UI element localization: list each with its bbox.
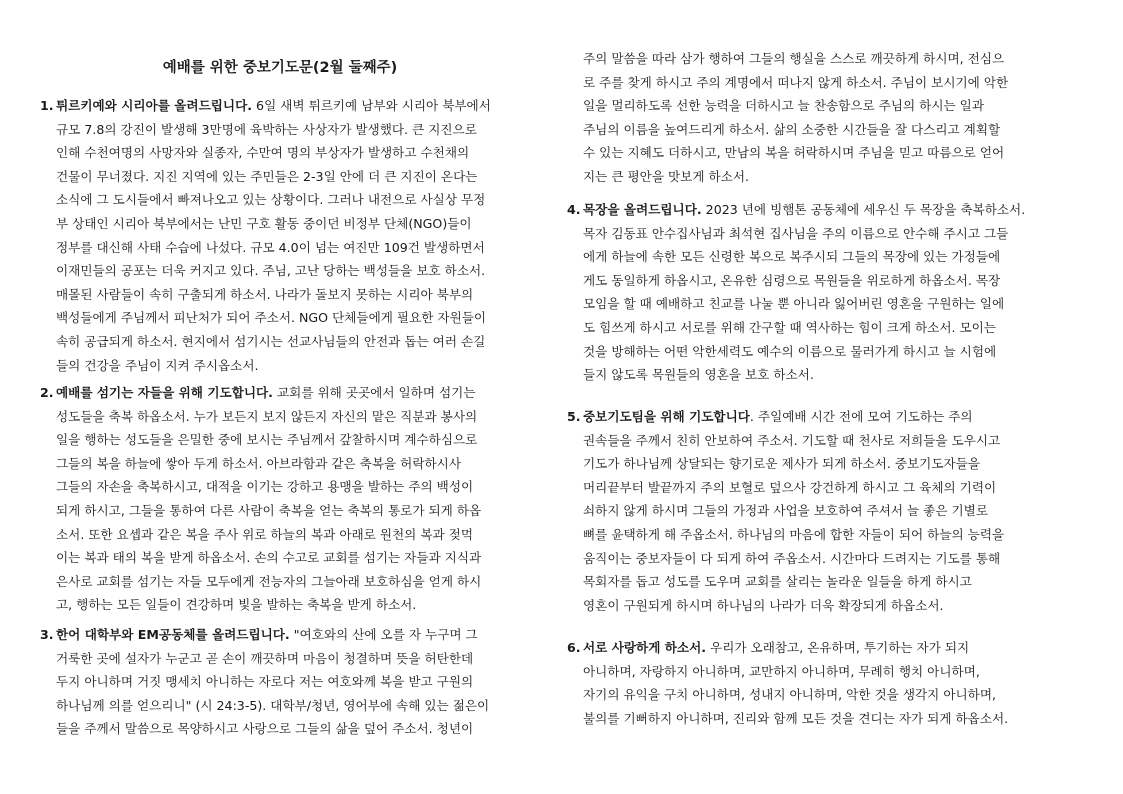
item-text-line: 이재민들의 공포는 더욱 커지고 있다. 주님, 고난 당하는 백성들을 보호 하소서. — [56, 263, 486, 279]
item-first-line — [56, 623, 545, 647]
item-text-line: 매몰된 사람들이 속히 구출되게 하소서. 나라가 돌보지 못하는 시리아 북부의 — [56, 286, 474, 302]
item-text-line: 수 있는 지혜도 더하시고, 만남의 복을 허락하시며 주님을 믿고 따름으로 얻어 — [583, 145, 1005, 161]
prayer-item-3 — [40, 623, 545, 741]
item-first-line-text: 교회를 위해 곳곳에서 일하며 섬기는 — [272, 385, 476, 400]
item-text-line: 뼈를 윤택하게 해 주옵소서. 하나님의 마음에 합한 자들이 되어 하늘의 능력을 — [583, 526, 1005, 542]
item-text-line: 소식에 그 도시들에서 빠져나오고 있는 상황이다. 그러나 내전으로 사실상 무정 — [56, 192, 486, 208]
item-text-line: 정부를 대신해 사태 수습에 나섰다. 규모 4.0이 넘는 여진만 109건 발생하면서 — [56, 239, 485, 255]
item-text-line: 두지 아니하며 거짓 맹세치 아니하는 자로다 저는 여호와께 복을 받고 구원의 — [56, 674, 474, 690]
item-text-line: 그들의 자손을 축복하시고, 대적을 이기는 강하고 용맹을 발하는 주의 백성이 — [56, 479, 474, 495]
item-text-line: 은사로 교회를 섬기는 자들 모두에게 전능자의 그늘아래 보호하심을 얻게 하시 — [56, 573, 482, 589]
item-text-line: 영혼이 구원되게 하시며 하나님의 나라가 더욱 확장되게 하옵소서. — [583, 597, 944, 613]
item-text-line: 목회자를 돕고 성도를 도우며 교회를 살리는 놀라운 일들을 하게 하시고 — [583, 574, 972, 590]
item-first-line-text: . 주일예배 시간 전에 모여 기도하는 주의 — [749, 409, 973, 424]
prayer-item-4 — [583, 47, 1073, 189]
item-first-line — [56, 94, 545, 118]
item-text-line: 도 힘쓰게 하시고 서로를 위해 간구할 때 역사하는 힘이 크게 하소서. 모이는 — [583, 319, 997, 335]
item-first-line — [583, 636, 1077, 660]
prayer-item-7 — [567, 636, 1077, 730]
item-text-line: 이는 복과 태의 복을 받게 하옵소서. 손의 수고로 교회를 섬기는 자들과 지식과 — [56, 550, 482, 566]
item-text-line: 모임을 할 때 예배하고 친교를 나눌 뿐 아니라 잃어버린 영혼을 구원하는 일에 — [583, 296, 1005, 312]
item-text-line: 속히 공급되게 하소서. 현지에서 섬기시는 선교사님들의 안전과 돕는 여러 손길 — [56, 333, 486, 349]
item-first-line — [583, 198, 1077, 222]
item-first-line-text: 6일 새벽 튀르키예 남부와 시리아 북부에서 — [252, 98, 491, 113]
item-text-line: 머리끝부터 발끝까지 주의 보혈로 덮으사 강건하게 하시고 그 육체의 기력이 — [583, 479, 997, 495]
item-first-line-text: "여호와의 산에 오를 자 누구며 그 — [289, 627, 478, 642]
item-text-line: 들의 건강을 주님이 지켜 주시옵소서. — [56, 357, 259, 373]
prayer-item-2 — [40, 381, 545, 617]
item-text-line: 쇠하지 않게 하시며 그들의 가정과 사업을 보호하여 주셔서 늘 좋은 기별로 — [583, 503, 988, 519]
item-text-line: 자기의 유익을 구치 아니하며, 성내지 아니하며, 악한 것을 생각지 아니하며, — [583, 687, 997, 703]
item-number: 5. — [567, 409, 581, 424]
item-text-line: 들지 않도록 목원들의 영혼을 보호 하소서. — [583, 367, 814, 383]
item-number: 2. — [40, 385, 54, 400]
item-text-line: 하나님께 의를 얻으리니" (시 24:3-5). 대학부/청년, 영어부에 속해 있는 젊은이 — [56, 697, 490, 713]
item-number: 4. — [567, 202, 581, 217]
item-text-line: 로 주를 찾게 하시고 주의 계명에서 떠나지 않게 하소서. 주님이 보시기에 악한 — [583, 74, 1009, 90]
document-title: 예배를 위한 중보기도문(2월 둘째주) — [162, 60, 398, 76]
item-heading: 튀르키예와 시리아를 올려드립니다. — [56, 98, 253, 113]
item-text-line: 부 상태인 시리아 북부에서는 난민 구호 활동 중이던 비정부 단체(NGO)들이 — [56, 215, 472, 231]
item-number: 3. — [40, 627, 54, 642]
item-text-line: 일을 멀리하도록 선한 능력을 더하시고 늘 찬송함으로 주님의 하시는 일과 — [583, 98, 984, 114]
item-text-line: 고, 행하는 모든 일들이 견강하며 빛을 발하는 축복을 받게 하소서. — [56, 597, 417, 613]
item-text-line: 주님의 이름을 높여드리게 하소서. 삶의 소중한 시간들을 잘 다스리고 계획할 — [583, 121, 1001, 137]
prayer-item-5 — [567, 198, 1077, 387]
item-heading: 서로 사랑하게 하소서. — [583, 640, 707, 655]
item-text-line: 그들의 복을 하늘에 쌓아 두게 하소서. 아브라함과 같은 축복을 허락하시사 — [56, 455, 461, 471]
item-text-line: 성도들을 축복 하옵소서. 누가 보든지 보지 않든지 자신의 맡은 직분과 봉사의 — [56, 408, 478, 424]
item-text-line: 주의 말씀을 따라 삼가 행하여 그들의 행실을 스스로 깨끗하게 하시며, 전심으 — [583, 51, 1005, 66]
item-text-line: 불의를 기뻐하지 아니하며, 진리와 함께 모든 것을 견디는 자가 되게 하옵소서. — [583, 710, 1009, 726]
item-text-line: 건물이 무너졌다. 지진 지역에 있는 주민들은 2-3일 안에 더 큰 지진이 온다는 — [56, 168, 478, 184]
item-first-line-text: 우리가 오래참고, 온유하며, 투기하는 자가 되지 — [706, 640, 970, 655]
item-text-line: 지는 큰 평안을 맛보게 하소서. — [583, 168, 750, 184]
item-text-line: 게도 동일하게 하옵시고, 온유한 심령으로 목원들을 위로하게 하옵소서. 목장 — [583, 272, 1001, 288]
item-text-line: 백성들에게 주님께서 피난처가 되어 주소서. NGO 단체들에게 필요한 자원들이 — [56, 310, 487, 326]
item-first-line-text: 2023 년에 빙햄톤 공동체에 세우신 두 목장을 축복하소서. — [701, 202, 1026, 217]
item-text-line: 것을 방해하는 어떤 악한세력도 예수의 이름으로 물러가게 하시고 늘 시험에 — [583, 343, 997, 359]
prayer-item-6 — [567, 405, 1077, 617]
item-text-line: 기도가 하나님께 상달되는 향기로운 제사가 되게 하소서. 중보기도자들을 — [583, 456, 980, 472]
item-heading: 한어 대학부와 EM공동체를 올려드립니다. — [56, 627, 290, 642]
item-text-line: 일을 행하는 성도들을 은밀한 중에 보시는 주님께서 갚찰하시며 계수하심으로 — [56, 432, 478, 448]
item-text-line: 인해 수천여명의 사망자와 실종자, 수만여 명의 부상자가 발생하고 수천채의 — [56, 145, 470, 161]
item-text-line: 권속들을 주께서 친히 안보하여 주소서. 기도할 때 천사로 저희들을 도우시고 — [583, 432, 1001, 448]
item-text-line: 소서. 또한 요셉과 같은 복을 주사 위로 하늘의 복과 아래로 원천의 복과 젖먹 — [56, 526, 474, 542]
item-text-line: 에게 하늘에 속한 모든 신령한 복으로 복주시되 그들의 목장에 있는 가정들에 — [583, 249, 1001, 265]
item-text-line: 들을 주께서 말씀으로 목양하시고 사랑으로 그들의 삶을 덮어 주소서. 청년이 — [56, 721, 474, 737]
item-first-line — [583, 405, 1077, 429]
item-text-line: 움직이는 중보자들이 다 되게 하여 주옵소서. 시간마다 드려지는 기도를 통해 — [583, 550, 1001, 566]
item-text-line: 목자 김동표 안수집사님과 최석현 집사님을 주의 이름으로 안수해 주시고 그들 — [583, 225, 1009, 241]
item-number: 1. — [40, 98, 54, 113]
item-text-line: 아니하며, 자랑하지 아니하며, 교만하지 아니하며, 무례히 행치 아니하며, — [583, 663, 980, 679]
item-first-line — [56, 381, 545, 405]
item-number: 6. — [567, 640, 581, 655]
item-text-line: 되게 하시고, 그들을 통하여 다른 사람이 축복을 얻는 축복의 통로가 되게 하옵 — [56, 502, 482, 518]
item-text-line: 규모 7.8의 강진이 발생해 3만명에 육박하는 사상자가 발생했다. 큰 지진으로 — [56, 121, 477, 137]
item-heading: 중보기도팀을 위해 기도합니다 — [583, 409, 750, 424]
item-heading: 목장을 올려드립니다. — [583, 202, 702, 217]
item-heading: 예배를 섬기는 자들을 위해 기도합니다. — [56, 385, 273, 400]
prayer-item-1 — [40, 94, 545, 377]
item-text-line: 거룩한 곳에 설자가 누군고 곧 손이 깨끗하며 마음이 청결하며 뜻을 허탄한데 — [56, 650, 474, 666]
